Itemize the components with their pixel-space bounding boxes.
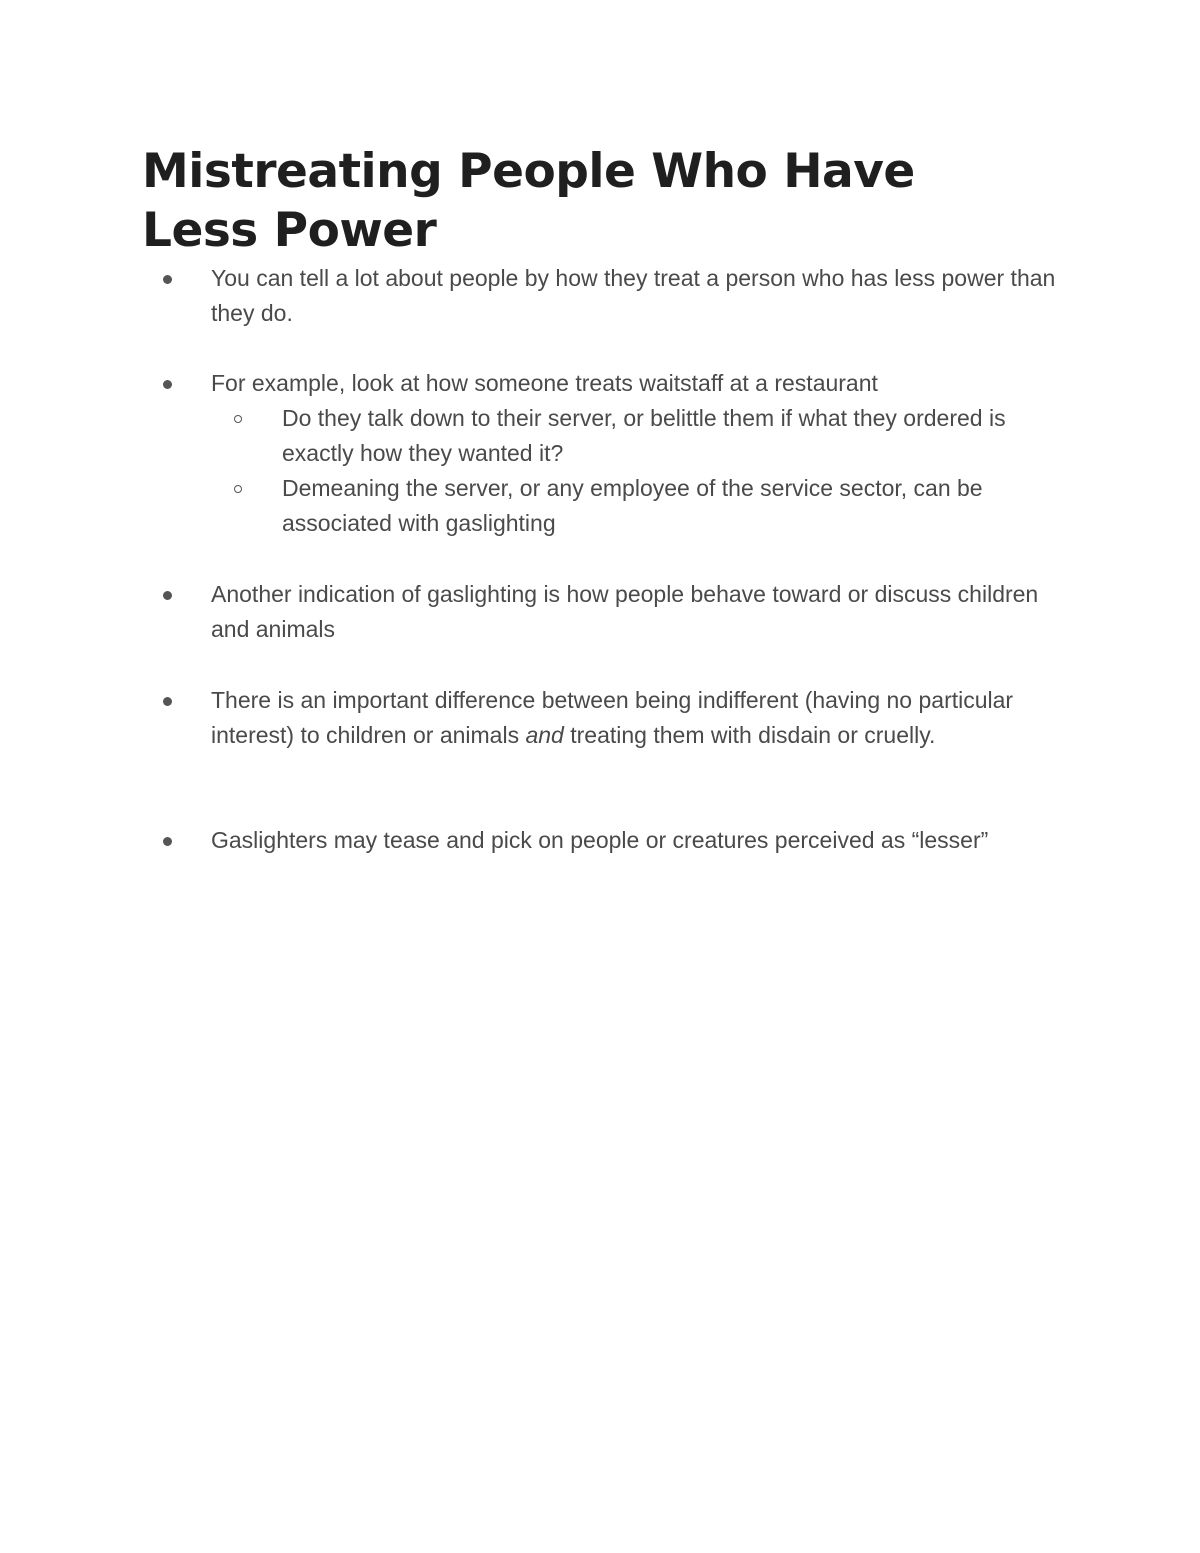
sub-bullet-icon <box>234 471 246 506</box>
bullet-icon <box>163 683 177 718</box>
list-item-text: There is an important difference between being indifferent (having no particular interest) to children or animals <box>211 687 1014 748</box>
page-title: Mistreating People Who Have Less Power <box>142 144 915 258</box>
bullet-icon <box>163 823 177 858</box>
emphasis-text: and <box>525 722 564 748</box>
sub-list-item: Demeaning the server, or any employee of the service sector, can be associated with gaslighting <box>282 475 983 536</box>
list-item: You can tell a lot about people by how they treat a person who has less power than they do. <box>211 265 1056 326</box>
list-item: Another indication of gaslighting is how people behave toward or discuss children and animals <box>211 581 1039 642</box>
bullet-icon <box>163 577 177 612</box>
list-item: Gaslighters may tease and pick on people or creatures perceived as “lesser” <box>211 827 989 853</box>
list-item-text: treating them with disdain or cruelly. <box>563 722 936 748</box>
bullet-icon <box>163 366 177 401</box>
bullet-icon <box>163 261 177 296</box>
sub-bullet-icon <box>234 401 246 436</box>
sub-list-item: Do they talk down to their server, or belittle them if what they ordered is exactly how they wanted it? <box>282 405 1006 466</box>
list-item: For example, look at how someone treats waitstaff at a restaurant <box>211 370 878 396</box>
list-item <box>211 683 1061 753</box>
